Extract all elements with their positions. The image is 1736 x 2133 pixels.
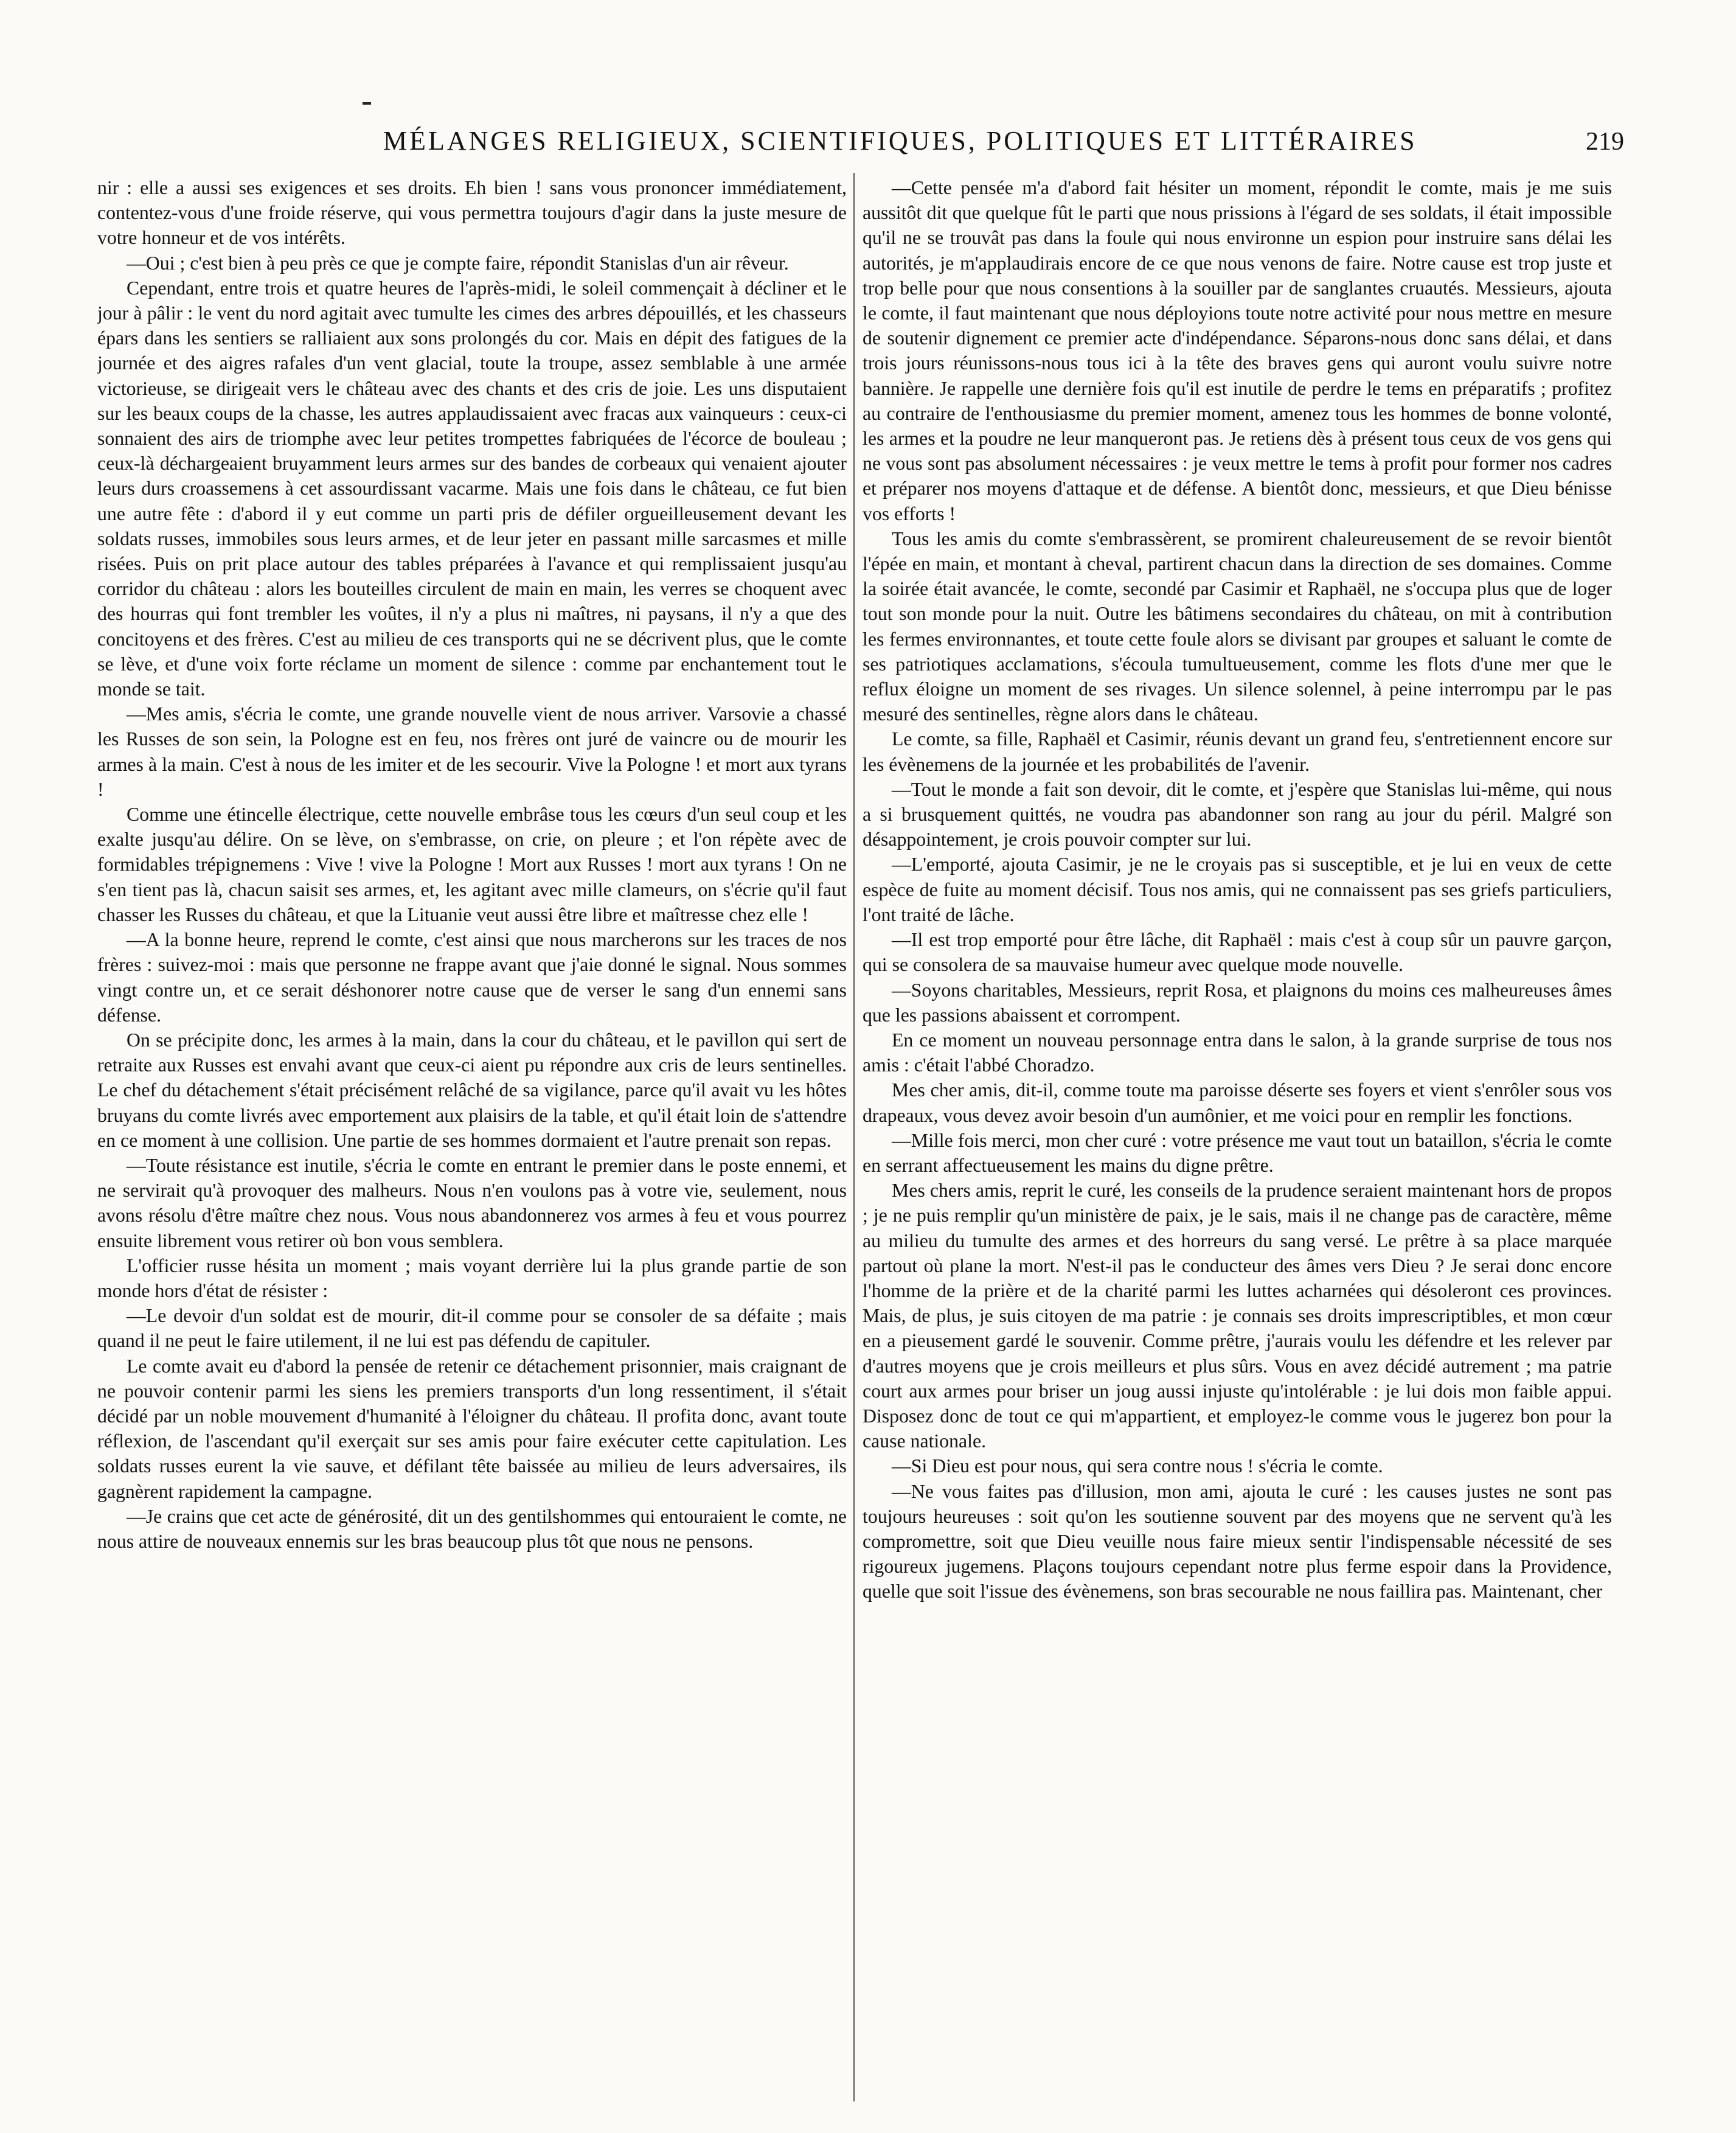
- paragraph: Mes chers amis, reprit le curé, les conseils de la prudence seraient maintenant hors de propos ; je ne puis remplir qu'un ministère de paix, je le sais, mais il ne change pas de caractère, même au milieu du tumulte des armes et des horreurs du sang versé. Le prêtre à sa place marquée partout où plane la mort. N'est-il pas le conducteur des âmes vers Dieu ? Je serai donc encore l'homme de la prière et de la charité parmi les luttes acharnées qui désoleront ces provinces. Mais, de plus, je suis citoyen de ma patrie : je connais ses droits imprescriptibles, et mon cœur en a pieusement gardé le souvenir. Comme prêtre, j'aurais voulu les défendre et les relever par d'autres moyens que je crois meilleurs et plus sûrs. Vous en avez décidé autrement ; ma patrie court aux armes pour briser un joug aussi injuste qu'intolérable : je lui dois mon faible appui. Disposez donc de tout ce qui m'appartient, et employez-le comme vous le jugerez bon pour la cause nationale.: [863, 1180, 1612, 1452]
- page-number: 219: [1586, 128, 1624, 156]
- paragraph: —Tout le monde a fait son devoir, dit le comte, et j'espère que Stanislas lui-même, qui nous a si brusquement quittés, ne voudra pas abandonner son rang au jour du péril. Malgré son désappointement, je crois pouvoir compter sur lui.: [863, 778, 1612, 851]
- paragraph: —Mes amis, s'écria le comte, une grande nouvelle vient de nous arriver. Varsovie a chassé les Russes de son sein, la Pologne est en feu, nos frères ont juré de vaincre ou de mourir les armes à la main. C'est à nous de les imiter et de les secourir. Vive la Pologne ! et mort aux tyrans !: [97, 703, 847, 800]
- paragraph: Tous les amis du comte s'embrassèrent, se promirent chaleureusement de se revoir bientôt l'épée en main, et montant à cheval, partirent chacun dans la direction de ses domaines. Comme la soirée était avancée, le comte, secondé par Casimir et Raphaël, ne s'occupa plus que de loger tout son monde pour la nuit. Outre les bâtimens secondaires du château, on mit à contribution les fermes environnantes, et toute cette foule alors se divisant par groupes et saluant le comte de ses patriotiques acclamations, s'écoula tumultueusement, comme les flots d'une mer que le reflux éloigne un moment de ses rivages. Un silence solennel, à peine interrompu par le pas mesuré des sentinelles, règne alors dans le château.: [863, 527, 1612, 725]
- paragraph: —Le devoir d'un soldat est de mourir, dit-il comme pour se consoler de sa défaite ; mais quand il ne peut le faire utilement, il ne lui est pas défendu de capituler.: [97, 1305, 847, 1352]
- column-divider: [853, 173, 855, 2101]
- paragraph: —Mille fois merci, mon cher curé : votre présence me vaut tout un bataillon, s'écria le comte en serrant affectueusement les mains du digne prêtre.: [863, 1129, 1612, 1176]
- margin-mark: [363, 102, 371, 105]
- paragraph: Le comte, sa fille, Raphaël et Casimir, réunis devant un grand feu, s'entretiennent encore sur les évènemens de la journée et les probabilités de l'avenir.: [863, 728, 1612, 775]
- right-column: [863, 175, 1612, 2116]
- paragraph: Cependant, entre trois et quatre heures de l'après-midi, le soleil commençait à décliner et le jour à pâlir : le vent du nord agitait avec tumulte les cimes des arbres dépouillés, et les chasseurs épars dans les sentiers se ralliaient aux sons prolongés du cor. Mais en dépit des fatigues de la journée et des aigres rafales d'un vent glacial, toute la troupe, assez semblable à une armée victorieuse, se dirigeait vers le château avec des chants et des cris de joie. Les uns disputaient sur les beaux coups de la chasse, les autres applaudissaient avec fracas aux vainqueurs : ceux-ci sonnaient des airs de triomphe avec leur petites trompettes fabriquées de l'écorce de bouleau ; ceux-là déchargeaient bruyamment leurs armes sur des bandes de corbeaux qui venaient ajouter leurs durs croassemens à cet assourdissant vacarme. Mais une fois dans le château, ce fut bien une autre fête : d'abord il y eut comme un parti pris de défiler orgueilleusement devant les soldats russes, immobiles sous leurs armes, et de leur jeter en passant mille sarcasmes et mille risées. Puis on prit place autour des tables préparées à l'avance et qui remplissaient jusqu'au corridor du château : alors les bouteilles circulent de main en main, les verres se choquent avec des hourras qui font trembler les voûtes, il n'y a plus ni maîtres, ni paysans, il n'y a que des concitoyens et des frères. C'est au milieu de ces transports qui ne se décrivent plus, que le comte se lève, et d'une voix forte réclame un moment de silence : comme par enchantement tout le monde se tait.: [97, 277, 847, 700]
- paragraph: —Toute résistance est inutile, s'écria le comte en entrant le premier dans le poste ennemi, et ne servirait qu'à provoquer des malheurs. Nous n'en voulons pas à votre vie, seulement, nous avons résolu d'être maître chez nous. Vous nous abandonnerez vos armes à feu et vous pourrez ensuite librement vous retirer où bon vous semblera.: [97, 1154, 847, 1251]
- paragraph: Mes cher amis, dit-il, comme toute ma paroisse déserte ses foyers et vient s'enrôler sous vos drapeaux, vous devez avoir besoin d'un aumônier, et me voici pour en remplir les fonctions.: [863, 1079, 1612, 1126]
- page-header: [383, 125, 1624, 168]
- paragraph: En ce moment un nouveau personnage entra dans le salon, à la grande surprise de tous nos amis : c'était l'abbé Choradzo.: [863, 1029, 1612, 1076]
- paragraph: —Cette pensée m'a d'abord fait hésiter un moment, répondit le comte, mais je me suis aussitôt dit que quelque fût le parti que nous prissions à l'égard de ses soldats, il était impossible qu'il ne se trouvât pas dans la foule qui nous environne un espion pour instruire sans délai les autorités, je m'applaudirais encore de ce que nous venons de faire. Notre cause est trop juste et trop belle pour que nous consentions à la souiller par de sanglantes cruautés. Messieurs, ajouta le comte, il faut maintenant que nous déployions toute notre activité pour nous mettre en mesure de soutenir dignement ce premier acte d'indépendance. Séparons-nous donc sans délai, et dans trois jours réunissons-nous tous ici à la tête des braves gens qui auront voulu suivre notre bannière. Je rappelle une dernière fois qu'il est inutile de perdre le tems en préparatifs ; profitez au contraire de l'enthousiasme du premier moment, amenez tous les hommes de bonne volonté, les armes et la poudre ne leur manqueront pas. Je retiens dès à présent tous ceux de vos gens qui ne vous sont pas absolument nécessaires : je veux mettre le tems à profit pour former nos cadres et préparer nos moyens d'attaque et de défense. A bientôt donc, messieurs, et que Dieu bénisse vos efforts !: [863, 177, 1612, 524]
- paragraph: nir : elle a aussi ses exigences et ses droits. Eh bien ! sans vous prononcer immédiatement, contentez-vous d'une froide réserve, qui vous permettra toujours d'agir dans la juste mesure de votre honneur et de vos intérêts.: [97, 177, 847, 249]
- paragraph: —Si Dieu est pour nous, qui sera contre nous ! s'écria le comte.: [892, 1455, 1383, 1477]
- paragraph: L'officier russe hésita un moment ; mais voyant derrière lui la plus grande partie de son monde hors d'état de résister :: [97, 1254, 847, 1301]
- paragraph: —Soyons charitables, Messieurs, reprit Rosa, et plaignons du moins ces malheureuses âmes que les passions abaissent et corrompent.: [863, 979, 1612, 1026]
- paragraph: Le comte avait eu d'abord la pensée de retenir ce détachement prisonnier, mais craignant de ne pouvoir contenir parmi les siens les premiers transports d'un long ressentiment, il s'était décidé par un noble mouvement d'humanité à l'éloigner du château. Il profita donc, avant toute réflexion, de l'ascendant qu'il exerçait sur ses amis pour faire exécuter cette capitulation. Les soldats russes eurent la vie sauve, et défilant tête baissée au milieu de leurs adversaires, ils gagnèrent rapidement la campagne.: [97, 1355, 847, 1502]
- paragraph: On se précipite donc, les armes à la main, dans la cour du château, et le pavillon qui sert de retraite aux Russes est envahi avant que ceux-ci aient pu répondre aux cris de leurs sentinelles. Le chef du détachement s'était précisément relâché de sa vigilance, parce qu'il avait vu les hôtes bruyans du comte livrés avec emportement aux plaisirs de la table, et qu'il était loin de s'attendre en ce moment à une collision. Une partie de ses hommes dormaient et l'autre prenait son repas.: [97, 1029, 847, 1151]
- paragraph: —Il est trop emporté pour être lâche, dit Raphaël : mais c'est à coup sûr un pauvre garçon, qui se consolera de sa mauvaise humeur avec quelque mode nouvelle.: [863, 929, 1612, 976]
- paragraph: —A la bonne heure, reprend le comte, c'est ainsi que nous marcherons sur les traces de nos frères : suivez-moi : mais que personne ne frappe avant que j'aie donné le signal. Nous sommes vingt contre un, et ce serait déshonorer notre cause que de verser le sang d'un ennemi sans défense.: [97, 929, 847, 1026]
- paragraph: Comme une étincelle électrique, cette nouvelle embrâse tous les cœurs d'un seul coup et les exalte jusqu'au délire. On se lève, on s'embrasse, on crie, on pleure ; et l'on répète avec de formidables trépignemens : Vive ! vive la Pologne ! Mort aux Russes ! mort aux tyrans ! On ne s'en tient pas là, chacun saisit ses armes, et, les agitant avec mille clameurs, on s'écrie qu'il faut chasser les Russes du château, et que la Lituanie veut aussi être libre et maîtresse chez elle !: [97, 804, 847, 925]
- left-column: [97, 175, 847, 2116]
- paragraph: —Oui ; c'est bien à peu près ce que je compte faire, répondit Stanislas d'un air rêveur.: [127, 252, 789, 274]
- paragraph: —L'emporté, ajouta Casimir, je ne le croyais pas si susceptible, et je lui en veux de cette espèce de fuite au moment décisif. Tous nos amis, qui ne connaissent pas ses griefs particuliers, l'ont traité de lâche.: [863, 854, 1612, 925]
- running-title: MÉLANGES RELIGIEUX, SCIENTIFIQUES, POLITIQUES ET LITTÉRAIRES: [383, 126, 1417, 156]
- paragraph: —Ne vous faites pas d'illusion, mon ami, ajouta le curé : les causes justes ne sont pas toujours heureuses : soit qu'on les soutienne souvent par des moyens que ne servent qu'à les compromettre, soit que Dieu veuille nous faire mieux sentir l'indispensable nécessité de ses rigoureux jugemens. Plaçons toujours cependant notre plus ferme espoir dans la Providence, quelle que soit l'issue des évènemens, son bras secourable ne nous faillira pas. Maintenant, cher: [863, 1480, 1612, 1602]
- paragraph: —Je crains que cet acte de générosité, dit un des gentilshommes qui entouraient le comte, ne nous attire de nouveaux ennemis sur les bras beaucoup plus tôt que nous ne pensons.: [97, 1505, 847, 1552]
